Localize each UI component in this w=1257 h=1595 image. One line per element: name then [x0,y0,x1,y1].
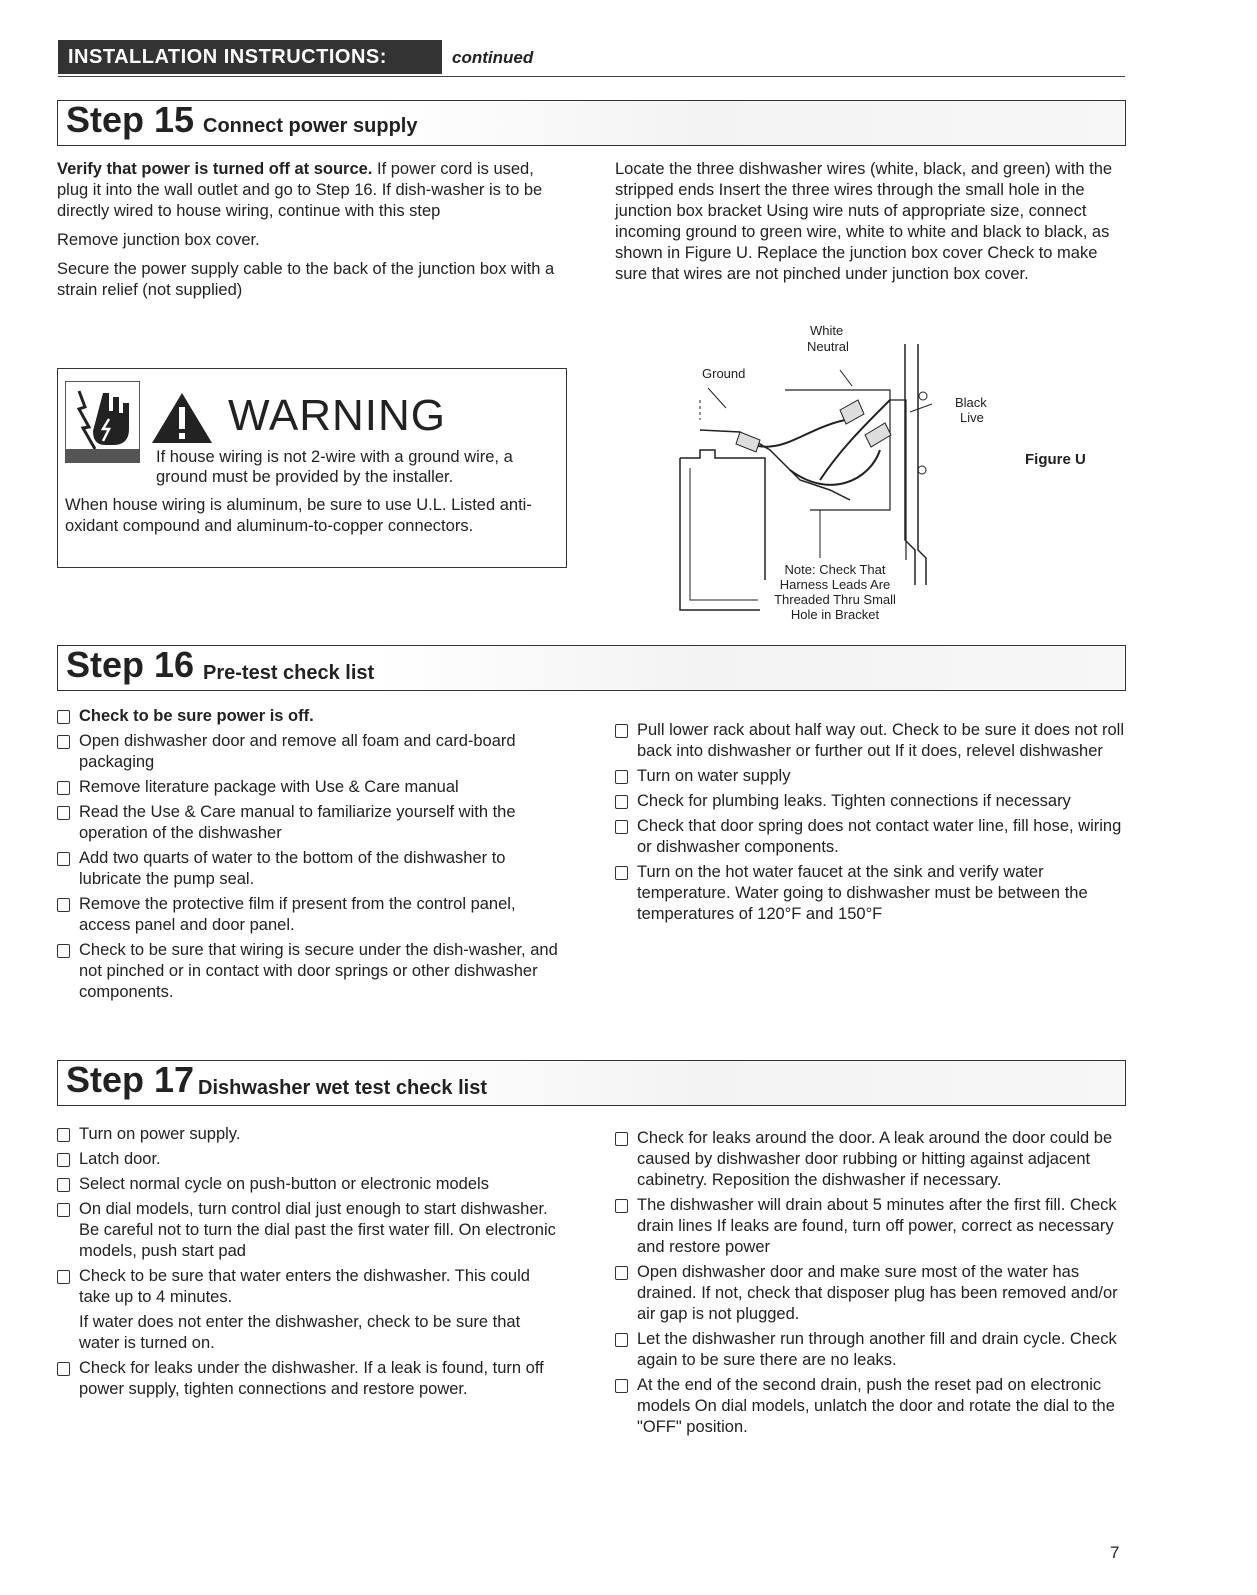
step-number: 17 [154,1059,195,1100]
figure-caption: Figure U [1025,451,1086,468]
checklist-item: Select normal cycle on push-button or electronic models [57,1174,562,1195]
step-title: Pre-test check list [203,662,375,684]
paragraph: Remove junction box cover. [57,231,260,249]
checkbox-icon [57,852,70,866]
step-17-banner [57,1060,1126,1106]
checklist-item: Check that door spring does not contact water line, fill hose, wiring or dishwasher components. [615,816,1125,858]
step-17-left-checklist [57,1124,562,1404]
checkbox-icon [57,1362,70,1376]
header-divider [58,76,1125,77]
step-16-banner [57,645,1126,691]
checkbox-icon [615,1379,628,1393]
checkbox-icon [615,795,628,809]
paragraph: Verify that power is turned off at source. If power cord is used, plug it into the wall outlet and go to Step 16. If dish-washer is to be directly wired to house wiring, continue with this step [57,160,543,220]
step-word: Step 17 [66,1059,195,1100]
step-number: 16 [154,644,195,685]
checklist-item: Check to be sure that wiring is secure under the dish-washer, and not pinched or in contact with door springs or other dishwasher components. [57,940,562,1003]
warning-box [57,368,567,568]
step-16-right-checklist [615,720,1125,929]
paragraph: Secure the power supply cable to the back of the junction box with a strain relief (not supplied) [57,260,555,299]
checklist-item: Check to be sure power is off. [57,706,562,727]
checklist-item: Turn on the hot water faucet at the sink and verify water temperature. Water going to dishwasher must be between the temperatures of 120°F and 150°F [615,862,1125,925]
shock-hazard-icon [65,381,140,463]
page-number: 7 [1110,1543,1120,1562]
step-number: 15 [154,99,195,140]
figure-label-neutral: Neutral [807,339,849,354]
checklist-item: Latch door. [57,1149,562,1170]
step-15-left-text [57,159,562,309]
checklist-item: Check for leaks around the door. A leak around the door could be caused by dishwasher door rubbing or hitting against adjacent cabinetry. Reposition the dishwasher if necessary. [615,1128,1125,1191]
checkbox-icon [615,820,628,834]
checkbox-icon [57,1153,70,1167]
checkbox-icon [615,724,628,738]
checkbox-icon [57,1203,70,1217]
checklist-item: Check for leaks under the dishwasher. If a leak is found, turn off power supply, tighten connections and restore power. [57,1358,562,1400]
warning-triangle-icon [150,391,214,445]
step-title: Connect power supply [203,115,418,137]
checkbox-icon [615,770,628,784]
warning-title: WARNING [228,391,447,440]
continued-label: continued [452,48,534,67]
checkbox-icon [615,1132,628,1146]
checklist-item: Check for plumbing leaks. Tighten connections if necessary [615,791,1125,812]
checklist-item: Remove literature package with Use & Care manual [57,777,562,798]
step-word: Step 15 [66,99,195,140]
checklist-item: The dishwasher will drain about 5 minutes after the first fill. Check drain lines If leaks are found, turn off power, correct as necessary and restore power [615,1195,1125,1258]
checklist-item: Open dishwasher door and make sure most of the water has drained. If not, check that disposer plug has been removed and/or air gap is not plugged. [615,1262,1125,1325]
checklist-item: Turn on power supply. [57,1124,562,1145]
checklist-item: Remove the protective film if present from the control panel, access panel and door panel. [57,894,562,936]
checklist-item: Read the Use & Care manual to familiarize yourself with the operation of the dishwasher [57,802,562,844]
figure-label-live: Live [960,410,984,425]
step-word: Step 16 [66,644,195,685]
step-16-left-checklist [57,706,562,1007]
checklist-item: Let the dishwasher run through another fill and drain cycle. Check again to be sure there are no leaks. [615,1329,1125,1371]
checkbox-icon [57,781,70,795]
checklist-item: At the end of the second drain, push the reset pad on electronic models On dial models, unlatch the door and rotate the dial to the "OFF" position. [615,1375,1125,1438]
checkbox-icon [615,866,628,880]
checklist-note: If water does not enter the dishwasher, check to be sure that water is turned on. [79,1313,521,1352]
checkbox-icon [57,1270,70,1284]
checkbox-icon [615,1199,628,1213]
step-title: Dishwasher wet test check list [198,1077,488,1099]
checkbox-icon [57,806,70,820]
figure-note: Note: Check That Harness Leads Are Threaded Thru Small Hole in Bracket [774,562,896,622]
step-15-banner [57,100,1126,146]
figure-label-white: White [810,323,844,338]
checklist-item: Turn on water supply [615,766,1125,787]
checklist-item: Check to be sure that water enters the dishwasher. This could take up to 4 minutes. [57,1266,562,1308]
warning-text: If house wiring is not 2-wire with a ground wire, a ground must be provided by the installer. [156,448,513,486]
paragraph: Locate the three dishwasher wires (white, black, and green) with the stripped ends Insert the three wires through the small hole in the junction box bracket Using wire nuts of appropriate size, connect incoming ground to green wire, white to white and black to black, as shown in Figure U. Replace the junction box cover Check to make sure that wires are not pinched under junction box cover. [615,160,1113,283]
checkbox-icon [57,944,70,958]
figure-label-black: Black [955,395,987,410]
checklist-item: Pull lower rack about half way out. Check to be sure it does not roll back into dishwasher or further out If it does, relevel dishwasher [615,720,1125,762]
checklist-item: Open dishwasher door and remove all foam and card-board packaging [57,731,562,773]
checklist-item: Add two quarts of water to the bottom of the dishwasher to lubricate the pump seal. [57,848,562,890]
checkbox-icon [57,710,70,724]
checkbox-icon [57,1128,70,1142]
step-15-right-text [615,159,1125,293]
figure-label-ground: Ground [702,366,746,381]
step-17-right-checklist [615,1128,1125,1442]
warning-text-aluminum: When house wiring is aluminum, be sure to use U.L. Listed anti-oxidant compound and aluminum-to-copper connectors. [65,496,532,535]
checklist-item: On dial models, turn control dial just enough to start dishwasher. Be careful not to turn the dial past the first water fill. On electronic models, push start pad [57,1199,562,1262]
checkbox-icon [57,1178,70,1192]
checkbox-icon [57,735,70,749]
checkbox-icon [57,898,70,912]
checkbox-icon [615,1266,628,1280]
checkbox-icon [615,1333,628,1347]
section-header: INSTALLATION INSTRUCTIONS: [58,40,442,74]
